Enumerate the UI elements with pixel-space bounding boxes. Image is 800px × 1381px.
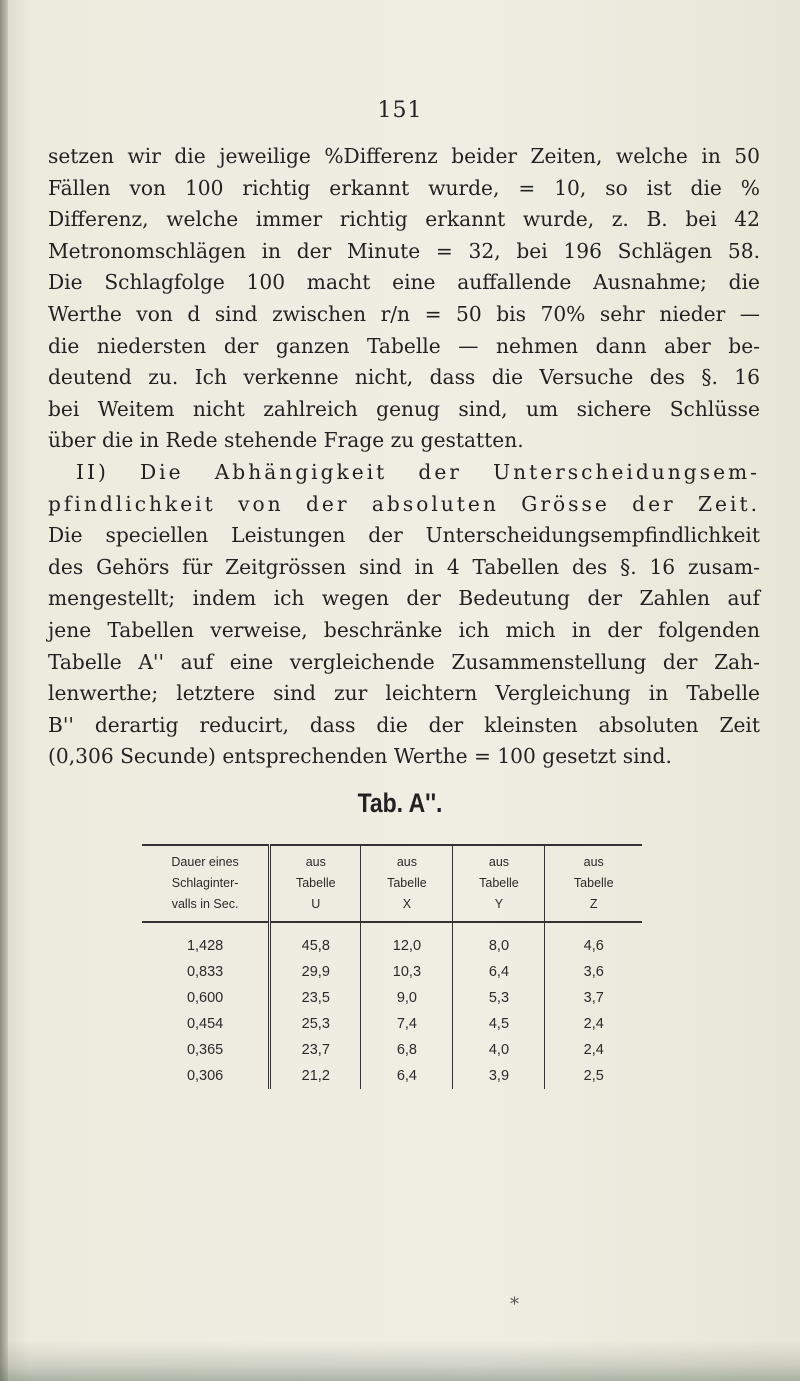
table-cell: 0,365 bbox=[186, 1042, 224, 1058]
text-line: deutend zu. Ich verkenne nicht, dass die Versuche des §. 16 bbox=[48, 365, 760, 390]
table-cell: 5,3 bbox=[453, 985, 545, 1011]
table-header-row bbox=[142, 845, 642, 922]
table-cell: 45,8 bbox=[270, 922, 361, 959]
text-line: des Gehörs für Zeitgrössen sind in 4 Tabellen des §. 16 zusam- bbox=[48, 554, 760, 579]
text-line: Fällen von 100 richtig erkannt wurde, = 10, so ist die % bbox=[48, 175, 760, 200]
table-cell: 4,6 bbox=[545, 922, 642, 959]
text-line: über die in Rede stehende Frage zu gestatten. bbox=[48, 428, 524, 453]
table-cell: 21,2 bbox=[270, 1063, 361, 1089]
table-cell: 6,4 bbox=[361, 1063, 453, 1089]
text-line: jene Tabellen verweise, beschränke ich mich in der folgenden bbox=[48, 617, 760, 642]
footer-mark: * bbox=[510, 1294, 519, 1315]
table-cell: 3,9 bbox=[453, 1063, 545, 1089]
table-cell: 23,5 bbox=[270, 985, 361, 1011]
table-row bbox=[142, 1063, 642, 1089]
table-cell: 4,0 bbox=[453, 1037, 545, 1063]
header-cell: aus Tabelle Z bbox=[545, 845, 642, 922]
table-cell: 23,7 bbox=[270, 1037, 361, 1063]
text-line: Die speciellen Leistungen der Unterscheidungsempfindlichkeit bbox=[48, 523, 760, 548]
table-cell: 3,6 bbox=[545, 959, 642, 985]
table-row bbox=[142, 985, 642, 1011]
table-cell: 25,3 bbox=[270, 1011, 361, 1037]
table-title: Tab. A''. bbox=[357, 788, 443, 818]
text-line: mengestellt; indem ich wegen der Bedeutung der Zahlen auf bbox=[48, 586, 760, 611]
table-cell: 0,833 bbox=[186, 964, 224, 980]
text-line: bei Weitem nicht zahlreich genug sind, um sichere Schlüsse bbox=[48, 396, 760, 421]
text-line: setzen wir die jeweilige %Differenz beider Zeiten, welche in 50 bbox=[48, 144, 760, 168]
table-cell: 2,4 bbox=[545, 1037, 642, 1063]
table-row bbox=[142, 1037, 642, 1063]
table-cell: 2,5 bbox=[545, 1063, 642, 1089]
table-cell: 12,0 bbox=[361, 922, 453, 959]
table-cell: 1,428 bbox=[186, 938, 224, 954]
table-cell: 29,9 bbox=[270, 959, 361, 985]
section-heading: pfindlichkeit von der absoluten Grösse der Zeit. bbox=[48, 491, 760, 516]
table-cell: 8,0 bbox=[453, 922, 545, 959]
table-cell: 3,7 bbox=[545, 985, 642, 1011]
text-line: Werthe von d sind zwischen r/n = 50 bis 70% sehr nieder — bbox=[48, 301, 760, 326]
text-line: Metronomschlägen in der Minute = 32, bei 196 Schlägen 58. bbox=[48, 238, 760, 263]
text-line: (0,306 Secunde) entsprechenden Werthe = 100 gesetzt sind. bbox=[48, 744, 672, 769]
data-table bbox=[142, 844, 642, 1089]
header-cell: aus Tabelle U bbox=[270, 845, 361, 922]
header-cell: aus Tabelle X bbox=[361, 845, 453, 922]
table-cell: 0,600 bbox=[186, 990, 224, 1006]
table-cell: 4,5 bbox=[453, 1011, 545, 1037]
body-text bbox=[48, 141, 760, 773]
text-line: Tabelle A'' auf eine vergleichende Zusammenstellung der Zah- bbox=[48, 649, 760, 674]
text-line: Die Schlagfolge 100 macht eine auffallende Ausnahme; die bbox=[48, 270, 760, 295]
book-spine-shadow bbox=[0, 0, 8, 1381]
header-cell: Dauer eines Schlaginter- valls in Sec. bbox=[142, 845, 270, 922]
text-line: lenwerthe; letztere sind zur leichtern Vergleichung in Tabelle bbox=[48, 681, 760, 706]
table-cell: 7,4 bbox=[361, 1011, 453, 1037]
table-cell: 9,0 bbox=[361, 985, 453, 1011]
table-cell: 10,3 bbox=[361, 959, 453, 985]
table-cell: 2,4 bbox=[545, 1011, 642, 1037]
section-heading: II) Die Abhängigkeit der Unterscheidungsem- bbox=[76, 459, 760, 484]
table-cell: 6,8 bbox=[361, 1037, 453, 1063]
table-cell: 0,454 bbox=[186, 1016, 224, 1032]
table-row bbox=[142, 959, 642, 985]
text-line: B'' derartig reducirt, dass die der kleinsten absoluten Zeit bbox=[48, 712, 760, 737]
table-row bbox=[142, 1011, 642, 1037]
header-cell: aus Tabelle Y bbox=[453, 845, 545, 922]
text-line: die niedersten der ganzen Tabelle — nehmen dann aber be- bbox=[48, 333, 760, 358]
table-row bbox=[142, 922, 642, 959]
table-cell: 6,4 bbox=[453, 959, 545, 985]
text-line: Differenz, welche immer richtig erkannt wurde, z. B. bei 42 bbox=[48, 207, 760, 232]
table-cell: 0,306 bbox=[186, 1068, 224, 1084]
page-edge-discoloration bbox=[0, 1341, 800, 1381]
page-number: 151 bbox=[377, 98, 423, 123]
